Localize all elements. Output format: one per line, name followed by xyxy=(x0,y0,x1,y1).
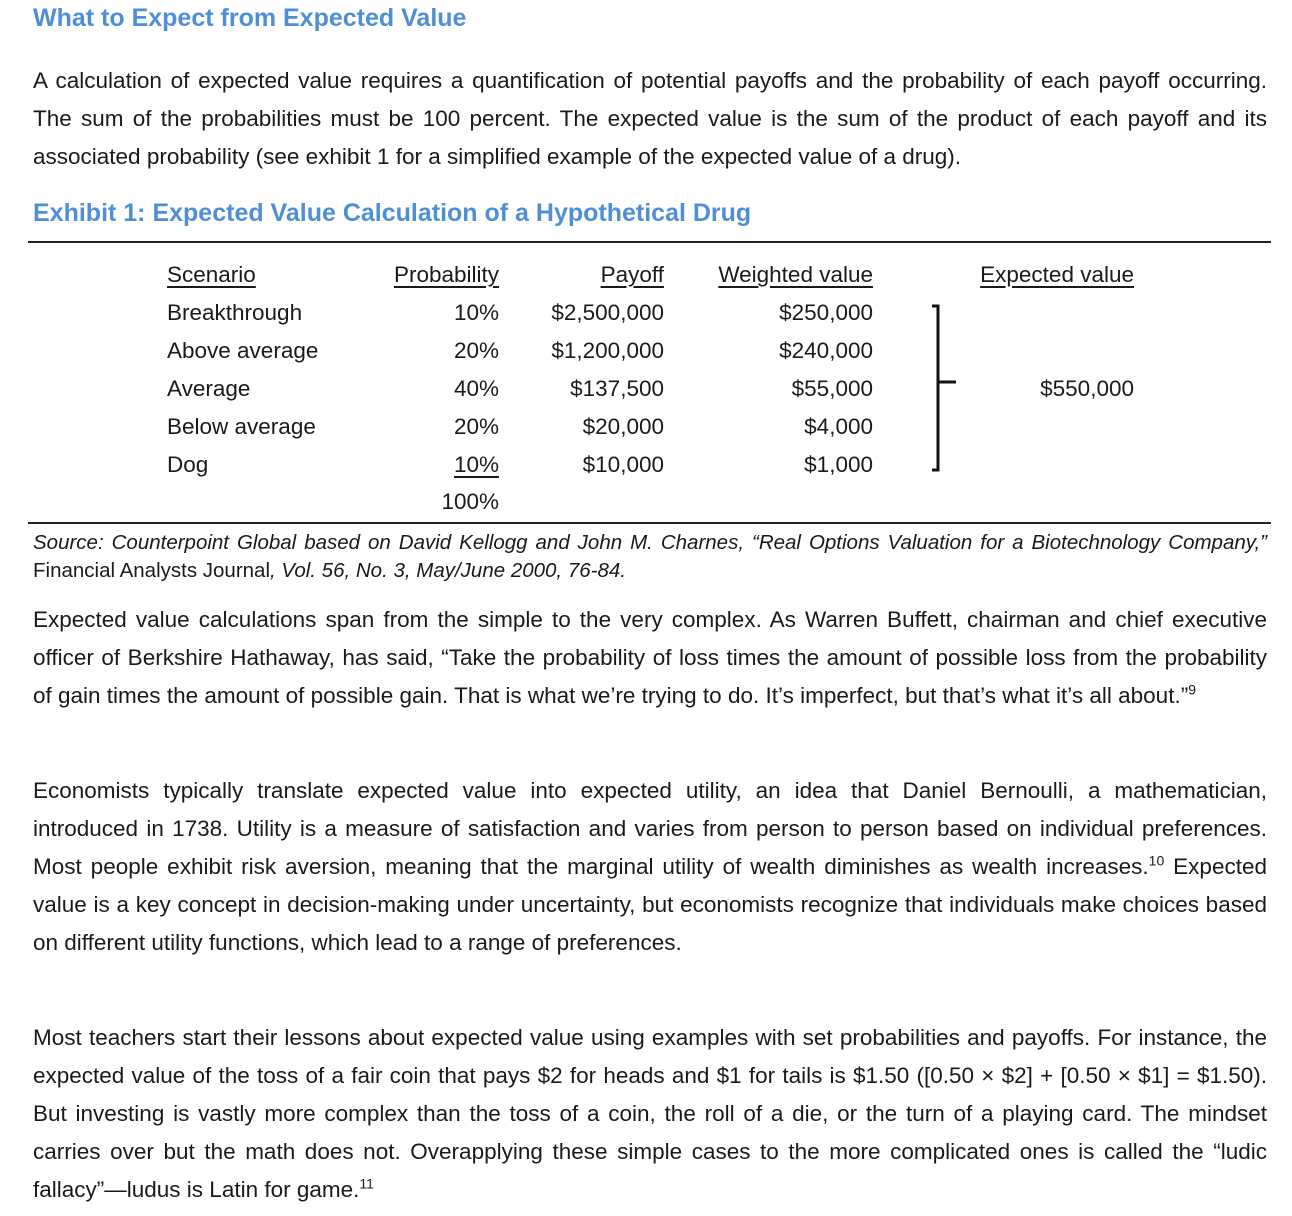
paragraph-utility xyxy=(33,772,1267,962)
row-payoff: $10,000 xyxy=(582,452,664,477)
paragraph-utility-text-before: Economists typically translate expected value into expected utility, an idea that Daniel Bernoulli, a mathematician, introduced in 1738. Utility is a measure of satisfaction and varies from person to person based on individual preferences. Most people exhibit risk aversion, meaning that the marginal utility of wealth diminishes as wealth increases. xyxy=(33,778,1267,879)
row-payoff: $20,000 xyxy=(582,414,664,439)
row-weighted-value: $250,000 xyxy=(779,300,873,325)
row-payoff: $1,200,000 xyxy=(551,338,664,363)
exhibit-title: Exhibit 1: Expected Value Calculation of a Hypothetical Drug xyxy=(33,199,752,227)
row-scenario: Above average xyxy=(167,338,319,363)
probability-total: 100% xyxy=(441,489,499,514)
expected-value-total: $550,000 xyxy=(1040,376,1134,401)
row-weighted-value: $1,000 xyxy=(804,452,873,477)
expected-value-table xyxy=(0,0,1292,520)
footnote-9[interactable]: 9 xyxy=(1188,681,1196,698)
row-payoff: $137,500 xyxy=(570,376,664,401)
row-scenario: Below average xyxy=(167,414,316,439)
source-suffix: , Vol. 56, No. 3, May/June 2000, 76-84. xyxy=(270,559,626,582)
header-payoff: Payoff xyxy=(600,262,664,287)
footnote-11[interactable]: 11 xyxy=(359,1175,374,1192)
paragraph-ludic-fallacy xyxy=(33,1019,1267,1209)
header-probability: Probability xyxy=(393,262,499,287)
row-probability: 10% xyxy=(453,300,499,325)
row-probability: 20% xyxy=(453,414,499,439)
paragraph-ludic-text: Most teachers start their lessons about expected value using examples with set probabilities and payoffs. For instance, the expected value of the toss of a fair coin that pays $2 for heads and $1 for tails is $1.50 ([0.50 × $2] + [0.50 × $1] = $1.50). But investing is vastly more complex than the toss of a coin, the roll of a die, or the turn of a playing card. The mindset carries over but the math does not. Overapplying these simple cases to the more complicated ones is called the “ludic fallacy”—ludus is Latin for game. xyxy=(33,1025,1267,1202)
row-weighted-value: $240,000 xyxy=(779,338,873,363)
row-probability: 20% xyxy=(453,338,499,363)
row-probability: 10% xyxy=(453,452,499,477)
header-scenario: Scenario xyxy=(167,262,256,287)
row-scenario: Breakthrough xyxy=(167,300,303,325)
section-heading: What to Expect from Expected Value xyxy=(33,4,467,32)
row-payoff: $2,500,000 xyxy=(551,300,664,325)
header-weighted-value: Weighted value xyxy=(718,262,873,287)
source-journal: Financial Analysts Journal xyxy=(33,559,271,582)
footnote-10[interactable]: 10 xyxy=(1148,852,1165,869)
paragraph-utility-text-after: Expected value is a key concept in decision-making under uncertainty, but economists recognize that individuals make choices based on different utility functions, which lead to a range of preferences. xyxy=(33,854,1267,955)
row-weighted-value: $4,000 xyxy=(804,414,873,439)
exhibit-source-note xyxy=(33,529,1267,585)
row-scenario: Average xyxy=(167,376,251,401)
source-prefix: Source: Counterpoint Global based on David Kellogg and John M. Charnes, “Real Options Valuation for a Biotechnology Company,” xyxy=(33,531,1267,554)
row-probability: 40% xyxy=(453,376,499,401)
right-brace-icon xyxy=(928,298,968,478)
paragraph-buffett xyxy=(33,601,1267,715)
paragraph-buffett-text: Expected value calculations span from the simple to the very complex. As Warren Buffett, chairman and chief executive officer of Berkshire Hathaway, has said, “Take the probability of loss times the amount of possible loss from the probability of gain times the amount of possible gain. That is what we’re trying to do. It’s imperfect, but that’s what it’s all about.” xyxy=(33,607,1267,708)
exhibit-bottom-rule xyxy=(28,522,1271,524)
row-scenario: Dog xyxy=(167,452,209,477)
intro-paragraph: A calculation of expected value requires a quantification of potential payoffs and the probability of each payoff occurring. The sum of the probabilities must be 100 percent. The expected value is the sum of the product of each payoff and its associated probability (see exhibit 1 for a simplified example of the expected value of a drug). xyxy=(33,68,1267,169)
header-expected-value: Expected value xyxy=(980,262,1134,287)
row-weighted-value: $55,000 xyxy=(791,376,873,401)
